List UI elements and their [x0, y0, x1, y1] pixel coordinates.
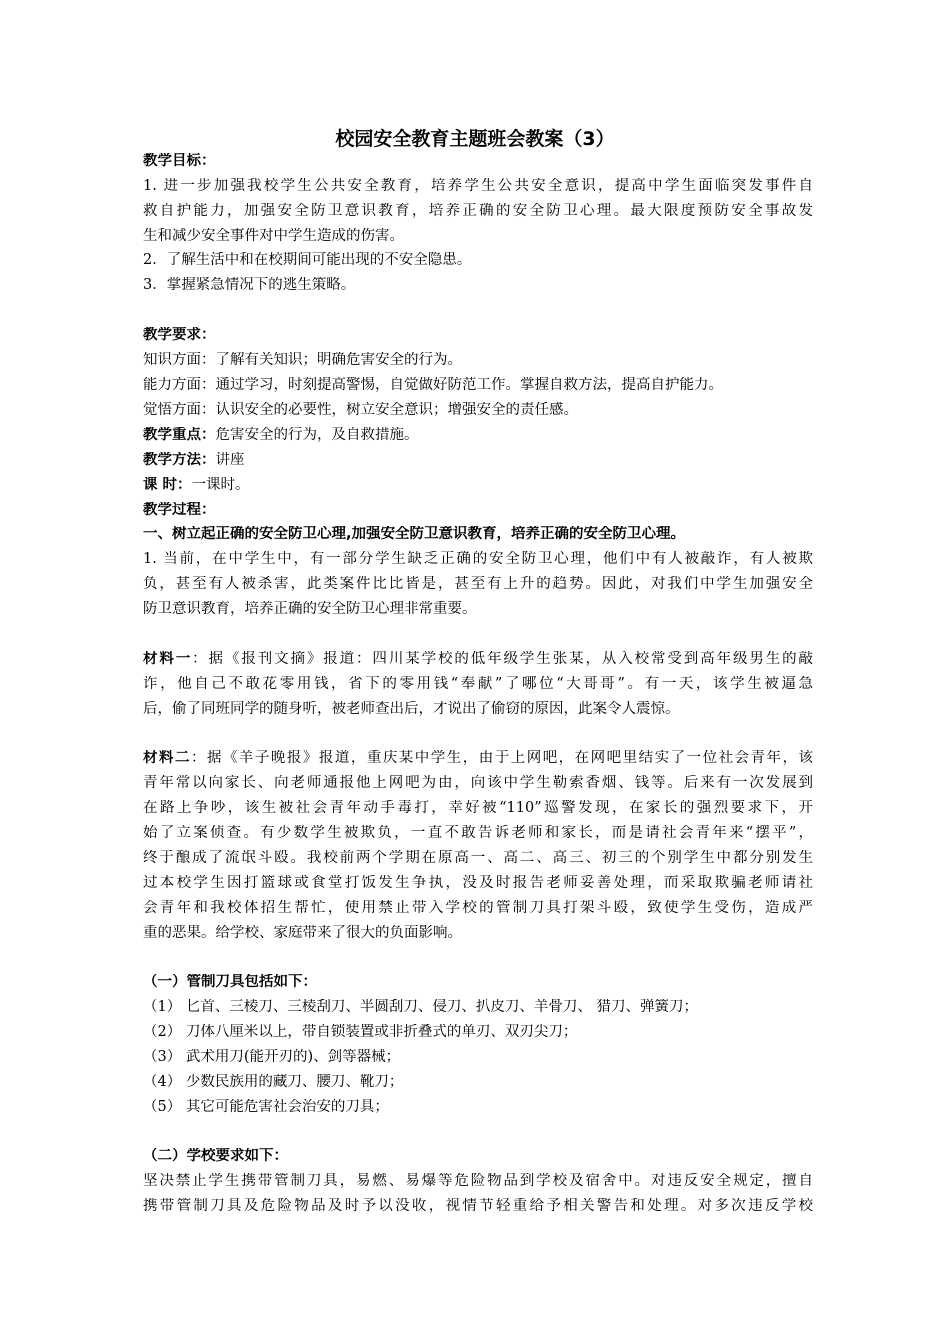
process-heading: 教学过程： [143, 502, 216, 518]
material1-line3: 后，偷了同班同学的随身听，被老师查出后，才说出了偷窃的原因，此案令人震惊。 [143, 701, 680, 717]
school-heading: （二）学校要求如下： [143, 1148, 288, 1164]
objectives-item1-line1: 1. 进一步加强我校学生公共安全教育，培养学生公共安全意识，提高中学生面临突发事件自 [143, 178, 813, 194]
requirements-knowledge: 知识方面：了解有关知识；明确危害安全的行为。 [143, 352, 462, 368]
knives-item-2: （2） 刀体八厘米以上，带自锁装置或非折叠式的单刃、双刃尖刀； [143, 1024, 578, 1040]
material1-first: ：据《报刊文摘》报道：四川某学校的低年级学生张某，从入校常受到高年级男生的敲 [192, 651, 813, 667]
teaching-method [143, 452, 813, 468]
material2-line3: 在路上争吵，该生被社会青年动手毒打，幸好被“110”巡警发现，在家长的强烈要求下，开 [143, 800, 813, 816]
teaching-method-label: 教学方法： [143, 452, 216, 468]
para1-line1: 1. 当前，在中学生中，有一部分学生缺乏正确的安全防卫心理，他们中有人被敲诈，有人被欺 [143, 551, 813, 567]
knives-item-3: （3） 武术用刀(能开刃的)、剑等器械； [143, 1049, 401, 1065]
material1-line2: 诈，他自己不敢花零用钱，省下的零用钱“奉献”了哪位“大哥哥”。有一天，该学生被逼急 [143, 676, 813, 692]
requirements-ability: 能力方面：通过学习，时刻提高警惕，自觉做好防范工作。掌握自救方法，提高自护能力。 [143, 377, 723, 393]
class-hours-text: 一课时。 [191, 477, 250, 493]
para1-line2: 负，甚至有人被杀害，此类案件比比皆是，甚至有上升的趋势。因此，对我们中学生加强安全 [143, 576, 813, 592]
knives-item-4: （4） 少数民族用的藏刀、腰刀、靴刀； [143, 1074, 404, 1090]
teaching-focus-label: 教学重点： [143, 427, 216, 443]
knives-item-1: （1） 匕首、三棱刀、三棱刮刀、半圆刮刀、侵刀、扒皮刀、羊骨刀、 猎刀、弹簧刀； [143, 999, 698, 1015]
teaching-focus-text: 危害安全的行为，及自救措施。 [215, 427, 419, 443]
class-hours [143, 477, 813, 493]
page-title: 校园安全教育主题班会教案（3） [335, 128, 615, 150]
objectives-item3: 3．掌握紧急情况下的逃生策略。 [143, 277, 356, 293]
objectives-heading: 教学目标： [143, 153, 216, 169]
objectives-item2: 2．了解生活中和在校期间可能出现的不安全隐患。 [143, 252, 472, 268]
para1-line3: 防卫意识教育，培养正确的安全防卫心理非常重要。 [143, 601, 477, 617]
material1-label: 材料一 [143, 651, 193, 667]
school-line-2: 携带管制刀具及危险物品及时予以没收，视情节轻重给予相关警告和处理。对多次违反学校 [143, 1198, 813, 1214]
material2-line6: 过本校学生因打篮球或食堂打饭发生争执，没及时报告老师妥善处理，而采取欺骗老师请社 [143, 875, 813, 891]
teaching-focus [143, 427, 813, 443]
material2-line5: 终于酿成了流氓斗殴。我校前两个学期在原高一、高二、高三、初三的个别学生中都分别发生 [143, 850, 813, 866]
material2-line4: 始了立案侦查。有少数学生被欺负，一直不敢告诉老师和家长，而是请社会青年来“摆平”， [143, 825, 813, 841]
material2-label: 材料二 [143, 750, 191, 766]
material2-line1 [143, 750, 813, 766]
requirements-heading: 教学要求： [143, 327, 216, 343]
objectives-item1-line3: 生和减少安全事件对中学生造成的伤害。 [143, 228, 404, 244]
knives-heading: （一）管制刀具包括如下： [143, 974, 317, 990]
requirements-awareness: 觉悟方面：认识安全的必要性，树立安全意识；增强安全的责任感。 [143, 402, 578, 418]
objectives-item1-line2: 救自护能力，加强安全防卫意识教育，培养正确的安全防卫心理。最大限度预防安全事故发 [143, 203, 813, 219]
material2-line8: 重的恶果。给学校、家庭带来了很大的负面影响。 [143, 925, 462, 941]
section1-heading: 一、树立起正确的安全防卫心理,加强安全防卫意识教育，培养正确的安全防卫心理。 [143, 526, 686, 542]
material2-first: ：据《羊子晚报》报道，重庆某中学生，由于上网吧，在网吧里结实了一位社会青年，该 [190, 750, 813, 766]
material2-line2: 青年常以向家长、向老师通报他上网吧为由，向该中学生勒索香烟、钱等。后来有一次发展到 [143, 775, 813, 791]
class-hours-label: 课 时： [143, 477, 192, 493]
teaching-method-text: 讲座 [215, 452, 245, 468]
school-line-1: 坚决禁止学生携带管制刀具，易燃、易爆等危险物品到学校及宿舍中。对违反安全规定，擅自 [143, 1173, 813, 1189]
material1-line1 [143, 651, 813, 667]
knives-item-5: （5） 其它可能危害社会治安的刀具； [143, 1099, 389, 1115]
material2-line7: 会青年和我校体招生帮忙，使用禁止带入学校的管制刀具打架斗殴，致使学生受伤，造成严 [143, 900, 813, 916]
